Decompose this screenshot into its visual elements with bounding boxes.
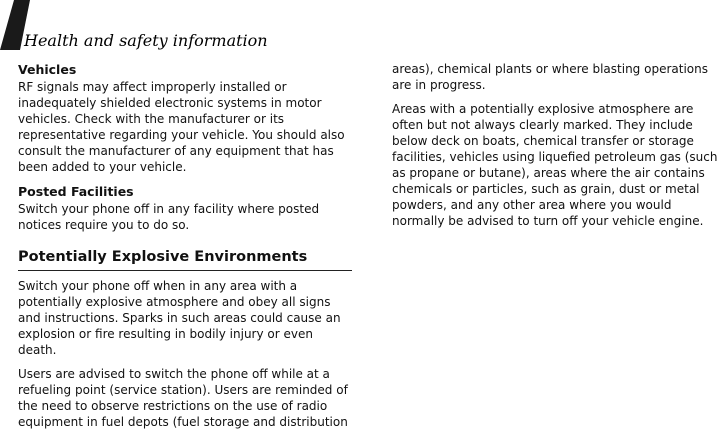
left-column (18, 60, 352, 430)
section-explosive-environments (18, 247, 352, 430)
section-body-vehicles: RF signals may affect improperly installed or inadequately shielded electronic systems in motor vehicles. Check with the manufacturer or its representative regarding your vehicle. You should also consult the manufacturer of any equipment that has been added to your vehicle. (18, 80, 345, 174)
section-posted-facilities (18, 184, 352, 233)
section-vehicles (18, 62, 352, 175)
page-header-title: Health and safety information (24, 31, 268, 50)
section-paragraph-explosive-1: Switch your phone off when in any area with a potentially explosive atmosphere and obey all signs and instructions. Sparks in such areas could cause an explosion or fire resulting in bodily injury or even death. (18, 279, 341, 357)
section-body-posted-facilities: Switch your phone off in any facility where posted notices require you to do so. (18, 202, 320, 232)
section-heading-explosive-environments: Potentially Explosive Environments (18, 247, 352, 271)
continued-paragraph: areas), chemical plants or where blasting operations are in progress. (392, 62, 708, 92)
right-column (392, 61, 723, 229)
section-heading-posted-facilities: Posted Facilities (18, 184, 134, 199)
section-heading-vehicles: Vehicles (18, 62, 77, 77)
section-paragraph-explosive-2: Users are advised to switch the phone off while at a refueling point (service station). Users are reminded of the need to observe restrictions on the use of radio equipment in fuel depots (fuel storage and distribution (18, 367, 348, 429)
explosive-areas-paragraph: Areas with a potentially explosive atmosphere are often but not always clearly marked. They include below deck on boats, chemical transfer or storage facilities, vehicles using liquefied petroleum gas (such as propane or butane), areas where the air contains chemicals or particles, such as grain, dust or metal powders, and any other area where you would normally be advised to turn off your vehicle engine. (392, 102, 718, 228)
